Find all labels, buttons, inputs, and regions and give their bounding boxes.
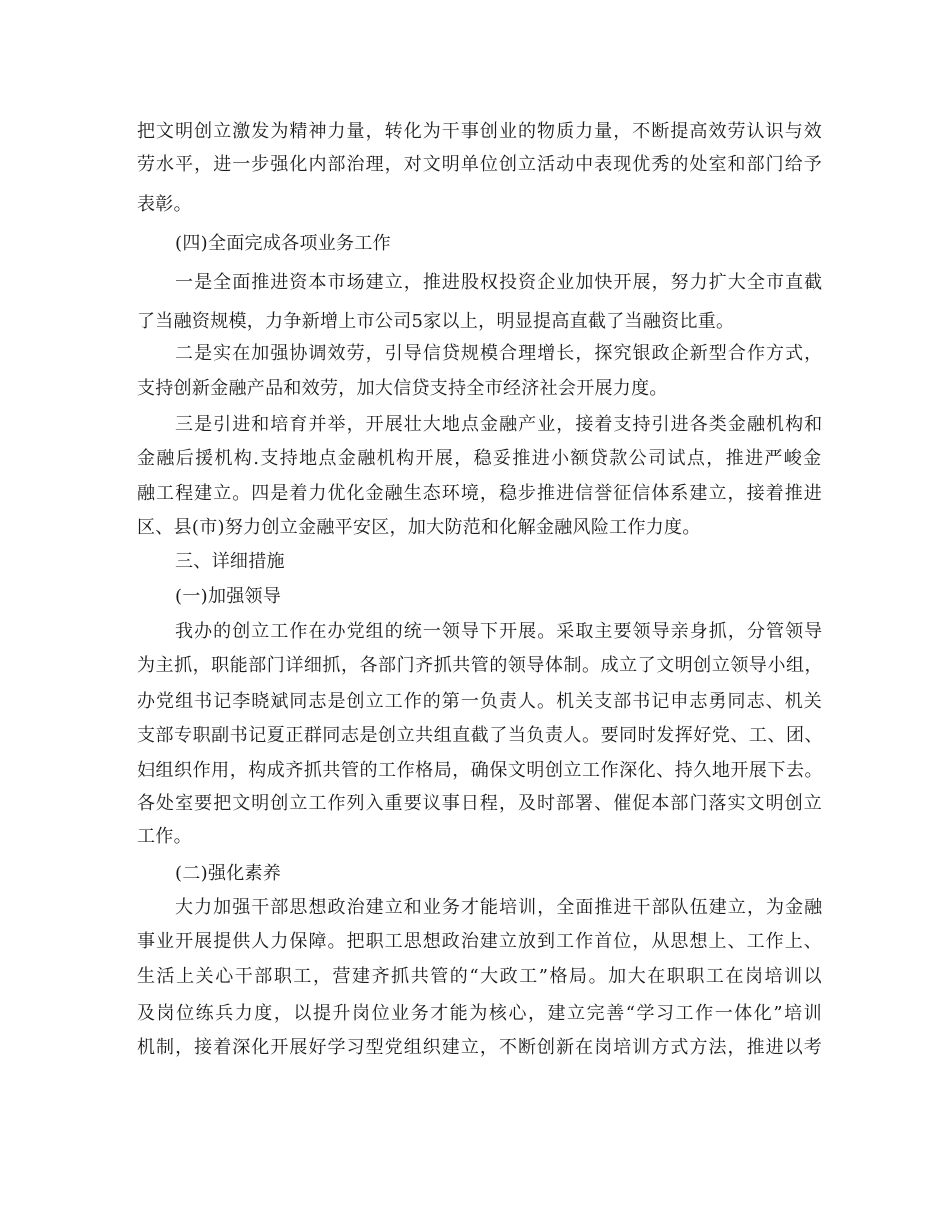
text-line-10: 金融后援机构.支持地点金融机构开展，稳妥推进小额贷款公司试点，推进严峻金 <box>137 448 823 469</box>
text-line-27: 机制，接着深化开展好学习型党组织建立，不断创新在岗培训方式方法，推进以考 <box>137 1037 823 1058</box>
section-heading-leadership: (一)加强领导 <box>175 586 282 607</box>
text-line-6: 了当融资规模，力争新增上市公司5家以上，明显提高直截了当融资比重。 <box>137 311 735 332</box>
text-line-19: 妇组织作用，构成齐抓共管的工作格局，确保文明创立工作深化、持久地开展下去。 <box>137 760 824 781</box>
text-line-2: 劳水平，进一步强化内部治理，对文明单位创立活动中表现优秀的处室和部门给予 <box>137 154 823 175</box>
text-line-11: 融工程建立。四是着力优化金融生态环境，稳步推进信誉征信体系建立，接着推进 <box>137 483 823 504</box>
text-line-9: 三是引进和培育并举，开展壮大地点金融产业，接着支持引进各类金融机构和 <box>175 414 824 435</box>
text-line-21: 工作。 <box>137 826 192 847</box>
text-line-1: 把文明创立激发为精神力量，转化为干事创业的物质力量，不断提高效劳认识与效 <box>137 121 823 142</box>
text-line-26: 及岗位练兵力度，以提升岗位业务才能为核心，建立完善“学习工作一体化”培训 <box>137 1003 824 1024</box>
text-line-17: 办党组书记李晓斌同志是创立工作的第一负责人。机关支部书记申志勇同志、机关 <box>137 691 823 712</box>
text-line-25: 生活上关心干部职工，营建齐抓共管的“大政工”格局。加大在职职工在岗培训以 <box>137 966 824 987</box>
text-line-8: 支持创新金融产品和效劳，加大信贷支持全市经济社会开展力度。 <box>137 378 668 399</box>
text-line-16: 为主抓，职能部门详细抓，各部门齐抓共管的领导体制。成立了文明创立领导小组， <box>137 655 824 676</box>
text-line-23: 大力加强干部思想政治建立和业务才能培训，全面推进干部队伍建立，为金融 <box>175 897 824 918</box>
text-line-7: 二是实在加强协调效劳，引导信贷规模合理增长，探究银政企新型合作方式， <box>175 343 824 364</box>
text-line-12: 区、县(市)努力创立金融平安区，加大防范和化解金融风险工作力度。 <box>137 517 701 538</box>
text-line-18: 支部专职副书记夏正群同志是创立共组直截了当负责人。要同时发挥好党、工、团、 <box>137 725 824 746</box>
text-line-24: 事业开展提供人力保障。把职工思想政治建立放到工作首位，从思想上、工作上、 <box>137 931 823 952</box>
text-line-3: 表彰。 <box>137 194 192 215</box>
text-line-20: 各处室要把文明创立工作列入重要议事日程，及时部署、催促本部门落实文明创立 <box>137 793 823 814</box>
section-heading-4: (四)全面完成各项业务工作 <box>175 233 391 254</box>
section-heading-quality: (二)强化素养 <box>175 863 282 884</box>
text-line-5: 一是全面推进资本市场建立，推进股权投资企业加快开展，努力扩大全市直截 <box>175 272 824 293</box>
section-heading-measures: 三、详细措施 <box>175 551 285 572</box>
text-line-15: 我办的创立工作在办党组的统一领导下开展。采取主要领导亲身抓，分管领导 <box>175 621 824 642</box>
